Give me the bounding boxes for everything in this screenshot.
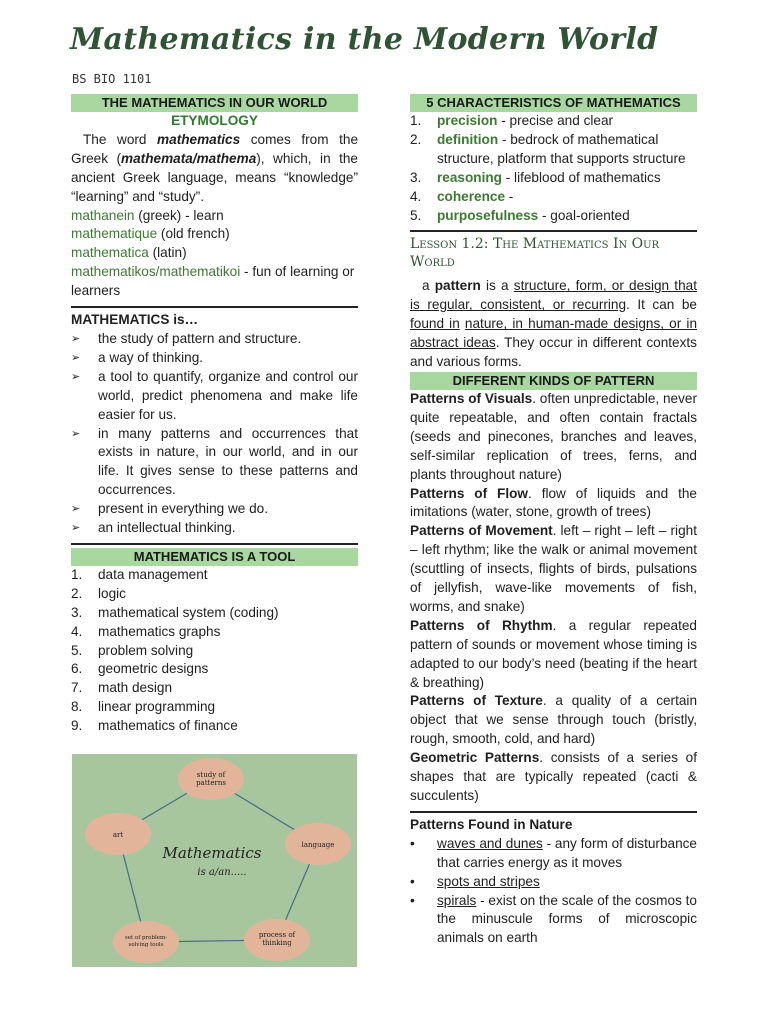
list-item-text: in many patterns and occurrences that exists in nature, in our world, and in our life. It gives sense to these patterns and occurrences. bbox=[98, 425, 358, 498]
pattern-kind-term: Patterns of Rhythm bbox=[410, 617, 553, 633]
list-item bbox=[410, 131, 697, 169]
characteristic-term: purposefulness bbox=[437, 207, 539, 223]
pattern-kind bbox=[410, 692, 697, 749]
section-heading-characteristics: 5 CHARACTERISTICS OF MATHEMATICS bbox=[410, 94, 697, 112]
nature-heading: Patterns Found in Nature bbox=[410, 816, 573, 832]
pattern-kind-desc: . flow of liquids and the imitations (water, stone, growth of trees) bbox=[410, 485, 697, 520]
list-item bbox=[71, 519, 358, 538]
characteristic-desc: - bbox=[505, 188, 514, 204]
origin-word: mathematique bbox=[71, 226, 158, 242]
pattern-kind-desc: . left – right – left – right – left rhythm; like the walk or animal movement (scuttling of insects, flights of birds, pulsations of jellyfish, wave-like movements of fish, worms, and snake) bbox=[410, 523, 697, 614]
pattern-kind-term: Patterns of Visuals bbox=[410, 390, 533, 406]
pattern-underlined: structure, form, or design that is regular, consistent, or recurring bbox=[410, 278, 697, 313]
pattern-kind-desc: . a quality of a certain object that we sense through touch (bristly, rough, smooth, cold, and hard) bbox=[410, 693, 698, 747]
list-item-text: geometric designs bbox=[98, 661, 209, 677]
course-code: BS BIO 1101 bbox=[72, 72, 152, 86]
nature-term: spirals bbox=[437, 892, 477, 908]
pattern-definition bbox=[410, 277, 697, 372]
pattern-kind-term: Geometric Patterns bbox=[410, 750, 540, 766]
node-label: study of bbox=[196, 771, 226, 779]
origin-rest: (latin) bbox=[148, 245, 187, 261]
list-item bbox=[410, 207, 697, 226]
characteristic-desc: - bedrock of mathematical structure, platform that supports structure bbox=[437, 131, 686, 166]
characteristic-term: reasoning bbox=[437, 169, 502, 185]
pattern-kind-desc: . a regular repeated pattern of sounds or movement whose timing is adapted to our body’s need (beating if the heart & breathing) bbox=[410, 617, 697, 690]
characteristic-desc: - precise and clear bbox=[497, 113, 614, 128]
arrow-bullet-icon: ➢ bbox=[71, 351, 81, 364]
list-item-text: mathematics of finance bbox=[98, 718, 238, 734]
bullet-icon: • bbox=[410, 892, 415, 908]
divider bbox=[71, 543, 358, 545]
etymology-paragraph bbox=[71, 131, 358, 207]
pattern-kind-term: Patterns of Movement bbox=[410, 523, 553, 539]
list-item bbox=[71, 425, 358, 501]
page-title: Mathematics in the Modern World bbox=[70, 22, 659, 57]
list-item bbox=[71, 698, 358, 717]
list-item-text: present in everything we do. bbox=[98, 501, 269, 517]
pattern-underlined: nature, in human-made designs, or in abstract ideas bbox=[410, 316, 697, 351]
origin-word: mathematikos/mathematikoi bbox=[71, 264, 241, 280]
node-label: patterns bbox=[196, 779, 226, 787]
characteristics-list bbox=[410, 112, 697, 225]
list-number: 2. bbox=[410, 131, 422, 147]
bullet-icon: • bbox=[410, 873, 415, 889]
pattern-text: . They occur in different contexts and various forms. bbox=[410, 335, 697, 370]
right-column bbox=[410, 94, 697, 948]
diagram-svg bbox=[72, 754, 357, 967]
section-heading-math-world: THE MATHEMATICS IN OUR WORLD bbox=[71, 94, 358, 112]
node-label: set of problem- bbox=[124, 935, 168, 941]
list-number: 1. bbox=[71, 566, 83, 582]
pattern-kind bbox=[410, 522, 697, 617]
list-item-text: a tool to quantify, organize and control our world, predict phenomena and make life easier for us. bbox=[98, 368, 358, 422]
list-item bbox=[410, 169, 697, 188]
arrow-bullet-icon: ➢ bbox=[71, 522, 81, 535]
nature-list bbox=[410, 835, 697, 948]
origin-item bbox=[71, 207, 358, 226]
list-number: 4. bbox=[410, 188, 422, 204]
node-label: process of bbox=[258, 931, 296, 939]
pattern-kind-desc: . consists of a series of shapes that are typically repeated (cacti & succulents) bbox=[410, 750, 697, 803]
list-number: 8. bbox=[71, 699, 83, 715]
list-item bbox=[71, 717, 358, 736]
characteristic-desc: - lifeblood of mathematics bbox=[501, 169, 661, 185]
list-item bbox=[71, 660, 358, 679]
list-item-text: mathematics graphs bbox=[98, 623, 221, 639]
section-heading-tool: MATHEMATICS IS A TOOL bbox=[71, 548, 358, 566]
origin-rest: (greek) - learn bbox=[134, 207, 224, 223]
characteristic-desc: - goal-oriented bbox=[538, 207, 630, 223]
origin-item bbox=[71, 263, 358, 301]
math-is-heading: MATHEMATICS is… bbox=[71, 312, 199, 328]
list-number: 3. bbox=[410, 169, 422, 185]
arrow-bullet-icon: ➢ bbox=[71, 332, 81, 345]
bullet-icon: • bbox=[410, 835, 415, 851]
origin-item bbox=[71, 244, 358, 263]
list-item bbox=[71, 623, 358, 642]
list-item bbox=[71, 642, 358, 661]
list-item bbox=[71, 500, 358, 519]
diagram-center-subtitle: is a/an..... bbox=[197, 867, 247, 878]
origin-item bbox=[71, 225, 358, 244]
node-label: solving tools bbox=[128, 942, 164, 948]
node-label: language bbox=[301, 841, 335, 849]
nature-term: spots and stripes bbox=[437, 873, 540, 889]
etymology-pre: The word bbox=[83, 131, 158, 147]
list-item-text: problem solving bbox=[98, 642, 194, 658]
list-item bbox=[71, 679, 358, 698]
list-number: 6. bbox=[71, 661, 83, 677]
list-item bbox=[71, 349, 358, 368]
list-item bbox=[410, 835, 697, 873]
pattern-text: . It can be bbox=[626, 297, 697, 313]
pattern-kind bbox=[410, 617, 697, 693]
list-number: 9. bbox=[71, 718, 83, 734]
pattern-kind bbox=[410, 390, 697, 485]
nature-desc: - any form of disturbance that carries energy as it moves bbox=[437, 835, 697, 870]
list-item bbox=[71, 330, 358, 349]
pattern-kind bbox=[410, 749, 697, 806]
left-column bbox=[71, 94, 358, 736]
nature-desc: - exist on the scale of the cosmos to the minuscule forms of microscopic animals on earth bbox=[437, 892, 697, 946]
list-item-text: math design bbox=[98, 680, 173, 696]
list-item-text: logic bbox=[98, 585, 126, 601]
pattern-kind-term: Patterns of Flow bbox=[410, 485, 529, 501]
list-item bbox=[71, 368, 358, 425]
divider bbox=[71, 306, 358, 308]
diagram-center-title: Mathematics bbox=[162, 844, 262, 862]
divider bbox=[410, 230, 697, 232]
list-item bbox=[410, 873, 697, 892]
etymology-post: ), which, in the ancient Greek language, means “knowledge” “learning” and “study”. bbox=[71, 150, 358, 204]
arrow-bullet-icon: ➢ bbox=[71, 427, 81, 440]
characteristic-term: definition bbox=[437, 131, 499, 147]
list-item bbox=[410, 892, 697, 949]
node-label: art bbox=[112, 831, 124, 839]
arrow-bullet-icon: ➢ bbox=[71, 370, 81, 383]
list-item bbox=[410, 188, 697, 207]
divider bbox=[410, 811, 697, 813]
pattern-kind-term: Patterns of Texture bbox=[410, 693, 543, 709]
list-number: 1. bbox=[410, 113, 422, 128]
math-is-list bbox=[71, 330, 358, 538]
origin-word: mathanein bbox=[71, 207, 135, 223]
etymology-heading: ETYMOLOGY bbox=[171, 113, 258, 128]
etymology-word: mathematics bbox=[157, 131, 241, 147]
characteristic-term: coherence bbox=[437, 188, 506, 204]
pattern-text: a bbox=[422, 278, 435, 294]
node-label: thinking bbox=[262, 939, 292, 947]
list-number: 4. bbox=[71, 623, 83, 639]
mathematics-diagram bbox=[72, 754, 357, 967]
characteristic-term: precision bbox=[437, 113, 498, 128]
etymology-mid: comes from the Greek ( bbox=[71, 131, 358, 166]
list-item-text: data management bbox=[98, 566, 208, 582]
list-item-text: linear programming bbox=[98, 699, 216, 715]
pattern-text: is a bbox=[480, 278, 514, 294]
section-heading-kinds: DIFFERENT KINDS OF PATTERN bbox=[410, 372, 697, 390]
pattern-term: pattern bbox=[434, 278, 481, 294]
origin-rest: - fun of learning or learners bbox=[71, 264, 355, 299]
list-item-text: an intellectual thinking. bbox=[98, 520, 236, 536]
nature-term: waves and dunes bbox=[437, 835, 543, 851]
pattern-underlined: found in bbox=[410, 316, 460, 332]
list-number: 7. bbox=[71, 680, 83, 696]
origin-rest: (old french) bbox=[157, 226, 230, 242]
list-number: 5. bbox=[410, 207, 422, 223]
list-item bbox=[410, 112, 697, 131]
lesson-title: Lesson 1.2: The Mathematics In Our World bbox=[410, 236, 660, 271]
pattern-kind-desc: . often unpredictable, never quite repeatable, and often contain fractals (seeds and pinecones, branches and leaves, self-similar replication of trees, ferns, and plants throughout nature) bbox=[410, 390, 697, 482]
list-number: 5. bbox=[71, 642, 83, 658]
list-item-text: the study of pattern and structure. bbox=[98, 330, 302, 346]
list-item-text: mathematical system (coding) bbox=[98, 604, 279, 620]
list-item bbox=[71, 604, 358, 623]
list-number: 2. bbox=[71, 585, 83, 601]
list-item-text: a way of thinking. bbox=[98, 349, 204, 365]
arrow-bullet-icon: ➢ bbox=[71, 503, 81, 516]
list-item bbox=[71, 585, 358, 604]
pattern-kind bbox=[410, 485, 697, 523]
etymology-greek: mathemata/mathema bbox=[121, 150, 257, 166]
tool-list bbox=[71, 566, 358, 736]
list-item bbox=[71, 566, 358, 585]
origin-word: mathematica bbox=[71, 245, 149, 261]
list-number: 3. bbox=[71, 604, 83, 620]
